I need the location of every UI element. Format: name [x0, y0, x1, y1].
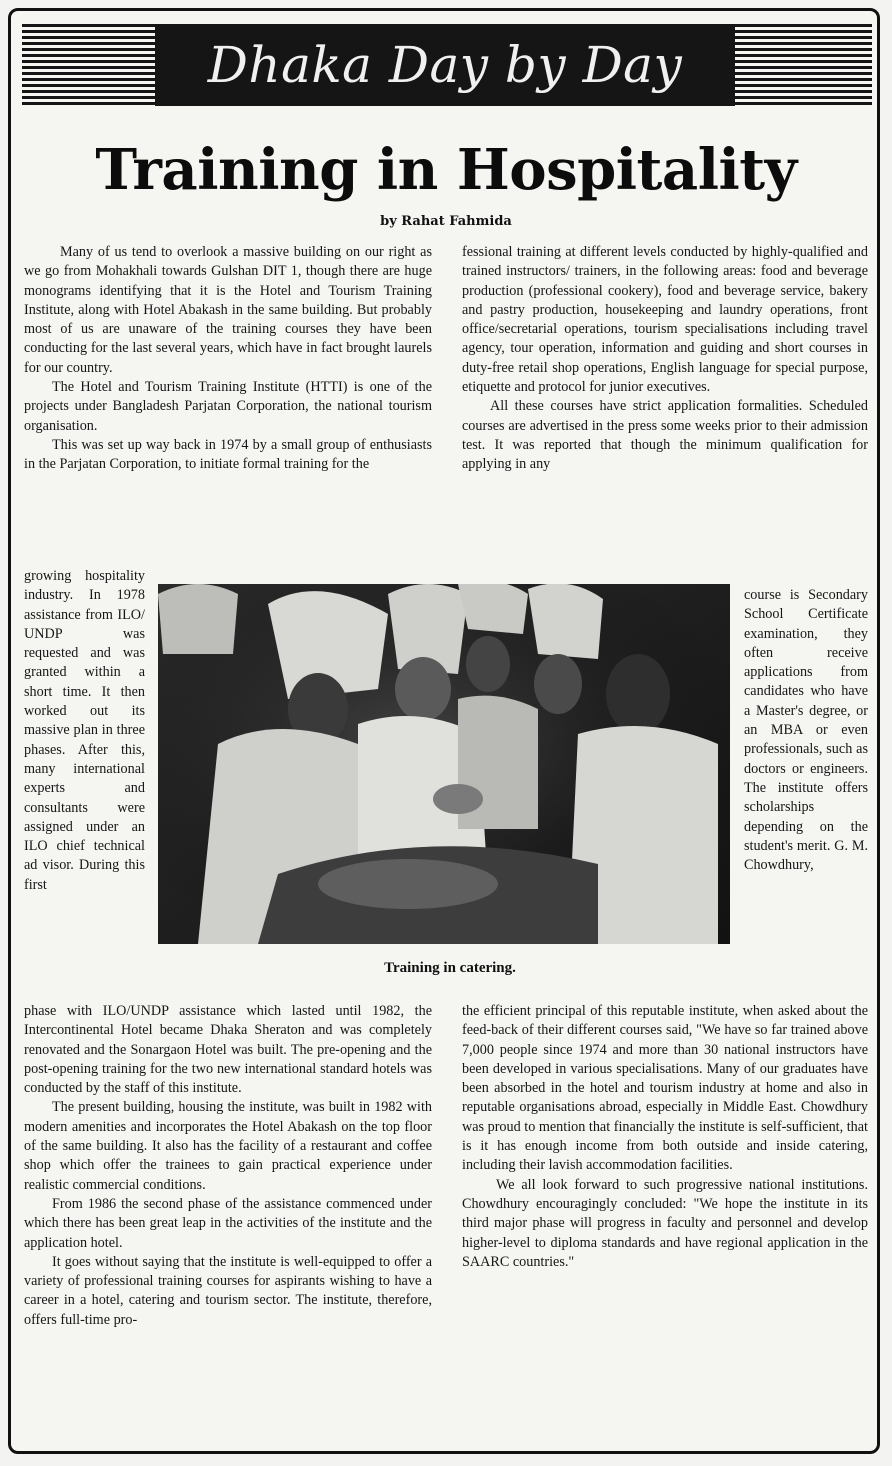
catering-training-photo: [158, 584, 730, 944]
left-column-narrow: [24, 567, 145, 895]
paragraph: All these courses have strict application formalities. Scheduled courses are advertised in the press some weeks prior to their admission test. It was reported that though the minimum qualification for applying in any: [462, 398, 868, 473]
paragraph: We all look forward to such progressive national institutions. Chowdhury encouragingly concluded: "We hope the institute in its third major phase will progress in faculty and personnel and develop higher-level to diploma standards and have regional application in the SAARC countries.": [462, 1176, 868, 1270]
paragraph: phase with ILO/UNDP assistance which lasted until 1982, the Intercontinental Hotel became Dhaka Sheraton and was completely renovated and the Sonargaon Hotel was built. The pre-opening and the post-opening training for the two new international standard hotels was conducted by the staff of this institute.: [24, 1003, 432, 1097]
paragraph: The present building, housing the institute, was built in 1982 with modern amenities and incorporates the Hotel Abakash on the top floor of the same building. It also has the facility of a restaurant and coffee shop which offer the trainees to gain practical experience under realistic commercial conditions.: [24, 1099, 432, 1193]
paragraph: From 1986 the second phase of the assistance commenced under which there has been great leap in the activities of the institute and the application hotel.: [24, 1195, 432, 1251]
photo-caption: Training in catering.: [384, 960, 516, 976]
paragraph: Many of us tend to overlook a massive building on our right as we go from Mohakhali towards Gulshan DIT 1, though there are huge monograms identifying that it is the Hotel and Tourism Training Institute, along with Hotel Abakash in the same building. But probably most of us are unaware of the training courses they have been conducting for the last several years, which have in fact brought laurels for our country.: [24, 244, 432, 376]
right-column-top: [462, 243, 868, 475]
left-column-top: [24, 243, 432, 475]
section-banner-title: Dhaka Day by Day: [207, 36, 683, 94]
left-column-bottom: [24, 1002, 432, 1330]
byline: by Rahat Fahmida: [380, 214, 512, 229]
paragraph: the efficient principal of this reputable institute, when asked about the feed-back of their different courses said, "We have so far trained above 7,000 people since 1974 and more than 30 national instructors have been developed in various specialisations. Many of our graduates have been absorbed in the hotel and tourism industry at home and also in reputable organisations abroad, especially in Middle East. Chowdhury was proud to mention that financially the institute is self-sufficient, that is it has enough income from both outside and inside catering, including their lavish accommodation facilities.: [462, 1003, 868, 1174]
headline: Training in Hospitality: [95, 137, 797, 203]
paragraph: growing hospitality industry. In 1978 assistance from ILO/ UNDP was requested and was granted within a short time. It then worked out its massive plan in three phases. After this, many international experts and consultants were assigned under an ILO chief technical ad visor. During this first: [24, 568, 145, 893]
paragraph: fessional training at different levels conducted by highly-qualified and trained instructors/ trainers, in the following areas: food and beverage production (professional cookery), food and beverage service, bakery and pastry production, housekeeping and laundry operations, front office/secretarial operations, tourism specialisations including travel agency, tour operation, information and guiding and short courses in duty-free retail shop operations, English language for special purpose, etiquette and protocol for junior executives.: [462, 244, 868, 396]
right-column-bottom: [462, 1002, 868, 1272]
right-column-narrow: [744, 586, 868, 875]
paragraph: It goes without saying that the institute is well-equipped to offer a variety of professional training courses for aspirants wishing to have a career in a hotel, catering and tourism sector. The institute, therefore, offers full-time pro-: [24, 1253, 432, 1328]
paragraph: This was set up way back in 1974 by a small group of enthusiasts in the Parjatan Corporation, to initiate formal training for the: [24, 436, 432, 473]
photo-illustration: [158, 584, 730, 944]
paragraph: course is Secondary School Certificate examination, they often receive applications from candidates who have a Master's degree, or an MBA or even professionals, such as doctors or engineers. The institute offers scholarships depending on the student's merit. G. M. Chowdhury,: [744, 587, 868, 874]
paragraph: The Hotel and Tourism Training Institute (HTTI) is one of the projects under Bangladesh Parjatan Corporation, the national tourism organisation.: [24, 379, 432, 434]
